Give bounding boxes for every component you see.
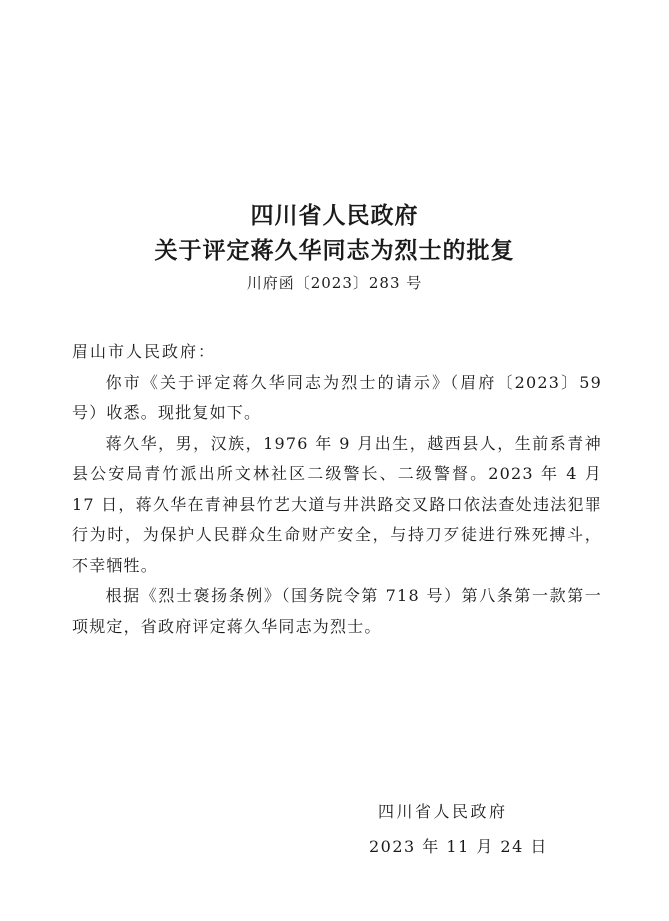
signing-organization: 四川省人民政府 (378, 802, 508, 821)
addressee: 眉山市人民政府： (72, 342, 217, 361)
signing-date: 2023 年 11 月 24 日 (369, 837, 548, 856)
body-paragraph-3: 根据《烈士褒扬条例》（国务院令第 718 号）第八条第一款第一项规定，省政府评定蒋久华同志为烈士。 (72, 586, 602, 636)
document-title-line1: 四川省人民政府 (250, 203, 419, 229)
body-paragraph-1: 你市《关于评定蒋久华同志为烈士的请示》（眉府〔2023〕59 号）收悉。现批复如下。 (72, 372, 602, 422)
document-body (72, 337, 602, 642)
document-number: 川府函〔2023〕283 号 (246, 274, 423, 292)
document-title-line2: 关于评定蒋久华同志为烈士的批复 (154, 238, 515, 264)
body-paragraph-2: 蒋久华，男，汉族，1976 年 9 月出生，越西县人，生前系青神县公安局青竹派出所文林社区二级警长、二级警督。2023 年 4 月 17 日，蒋久华在青神县竹艺大道与井洪路交叉路口依法查处违法犯罪行为时，为保护人民群众生命财产安全，与持刀歹徒进行殊死搏斗，不幸牺牲。 (72, 433, 602, 575)
